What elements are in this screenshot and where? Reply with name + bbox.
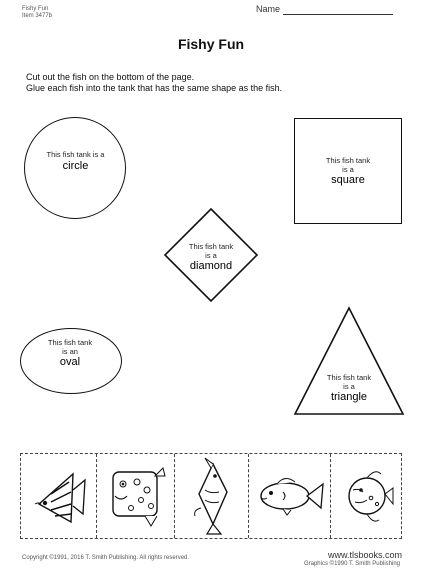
triangle-tank-shape-word: triangle	[330, 391, 368, 403]
instruction-line-1: Cut out the fish on the bottom of the page.	[26, 72, 195, 82]
fish-cutout-strip	[20, 453, 402, 539]
triangle-tank-label	[293, 374, 405, 404]
tall-fish-icon	[175, 454, 249, 538]
instructions	[26, 72, 406, 94]
diamond-tank-label	[163, 243, 259, 273]
diamond-tank-text-2: is a	[205, 250, 217, 260]
triangle-tank-text-1: This fish tank	[326, 373, 372, 382]
fish-cutout-3[interactable]	[175, 454, 249, 538]
page-title: Fishy Fun	[177, 36, 245, 52]
triangle-tank-text-2: is a	[343, 381, 355, 391]
fish-cutout-2[interactable]	[97, 454, 175, 538]
graphics-credit: Graphics ©1990 T. Smith Publishing	[303, 561, 400, 567]
square-tank-label	[294, 157, 402, 187]
long-fish-icon	[249, 454, 331, 538]
meta-title: Fishy Fun	[22, 6, 49, 12]
round-fish-icon	[331, 454, 403, 538]
circle-tank-text: This fish tank is a	[46, 150, 105, 159]
fish-cutout-5[interactable]	[331, 454, 403, 538]
fish-cutout-4[interactable]	[249, 454, 331, 538]
diamond-tank-text-1: This fish tank	[188, 242, 234, 251]
square-tank-shape-word: square	[331, 174, 365, 186]
circle-tank-label	[24, 151, 127, 173]
oval-tank-text-1: This fish tank	[47, 338, 93, 347]
angelfish-icon	[21, 454, 97, 538]
oval-tank-shape-word: oval	[59, 356, 81, 368]
fish-cutout-1[interactable]	[21, 454, 97, 538]
square-tank-text-1: This fish tank	[325, 156, 371, 165]
diamond-tank-shape-word: diamond	[189, 260, 233, 272]
pufferfish-icon	[97, 454, 175, 538]
instruction-line-2: Glue each fish into the tank that has the same shape as the fish.	[26, 83, 283, 93]
oval-tank-text-2: is an	[62, 346, 78, 356]
square-tank-text-2: is a	[342, 164, 354, 174]
name-line[interactable]	[283, 14, 393, 15]
oval-tank-label	[20, 339, 120, 369]
name-label: Name	[256, 4, 281, 14]
copyright-notice: Copyright ©1991, 2016 T. Smith Publishing. All rights reserved.	[22, 555, 190, 561]
item-meta	[22, 6, 52, 20]
meta-item-number: Item 3477b	[22, 13, 53, 19]
website-link[interactable]: www.tlsbooks.com	[327, 550, 402, 560]
circle-tank-shape-word: circle	[62, 159, 89, 172]
